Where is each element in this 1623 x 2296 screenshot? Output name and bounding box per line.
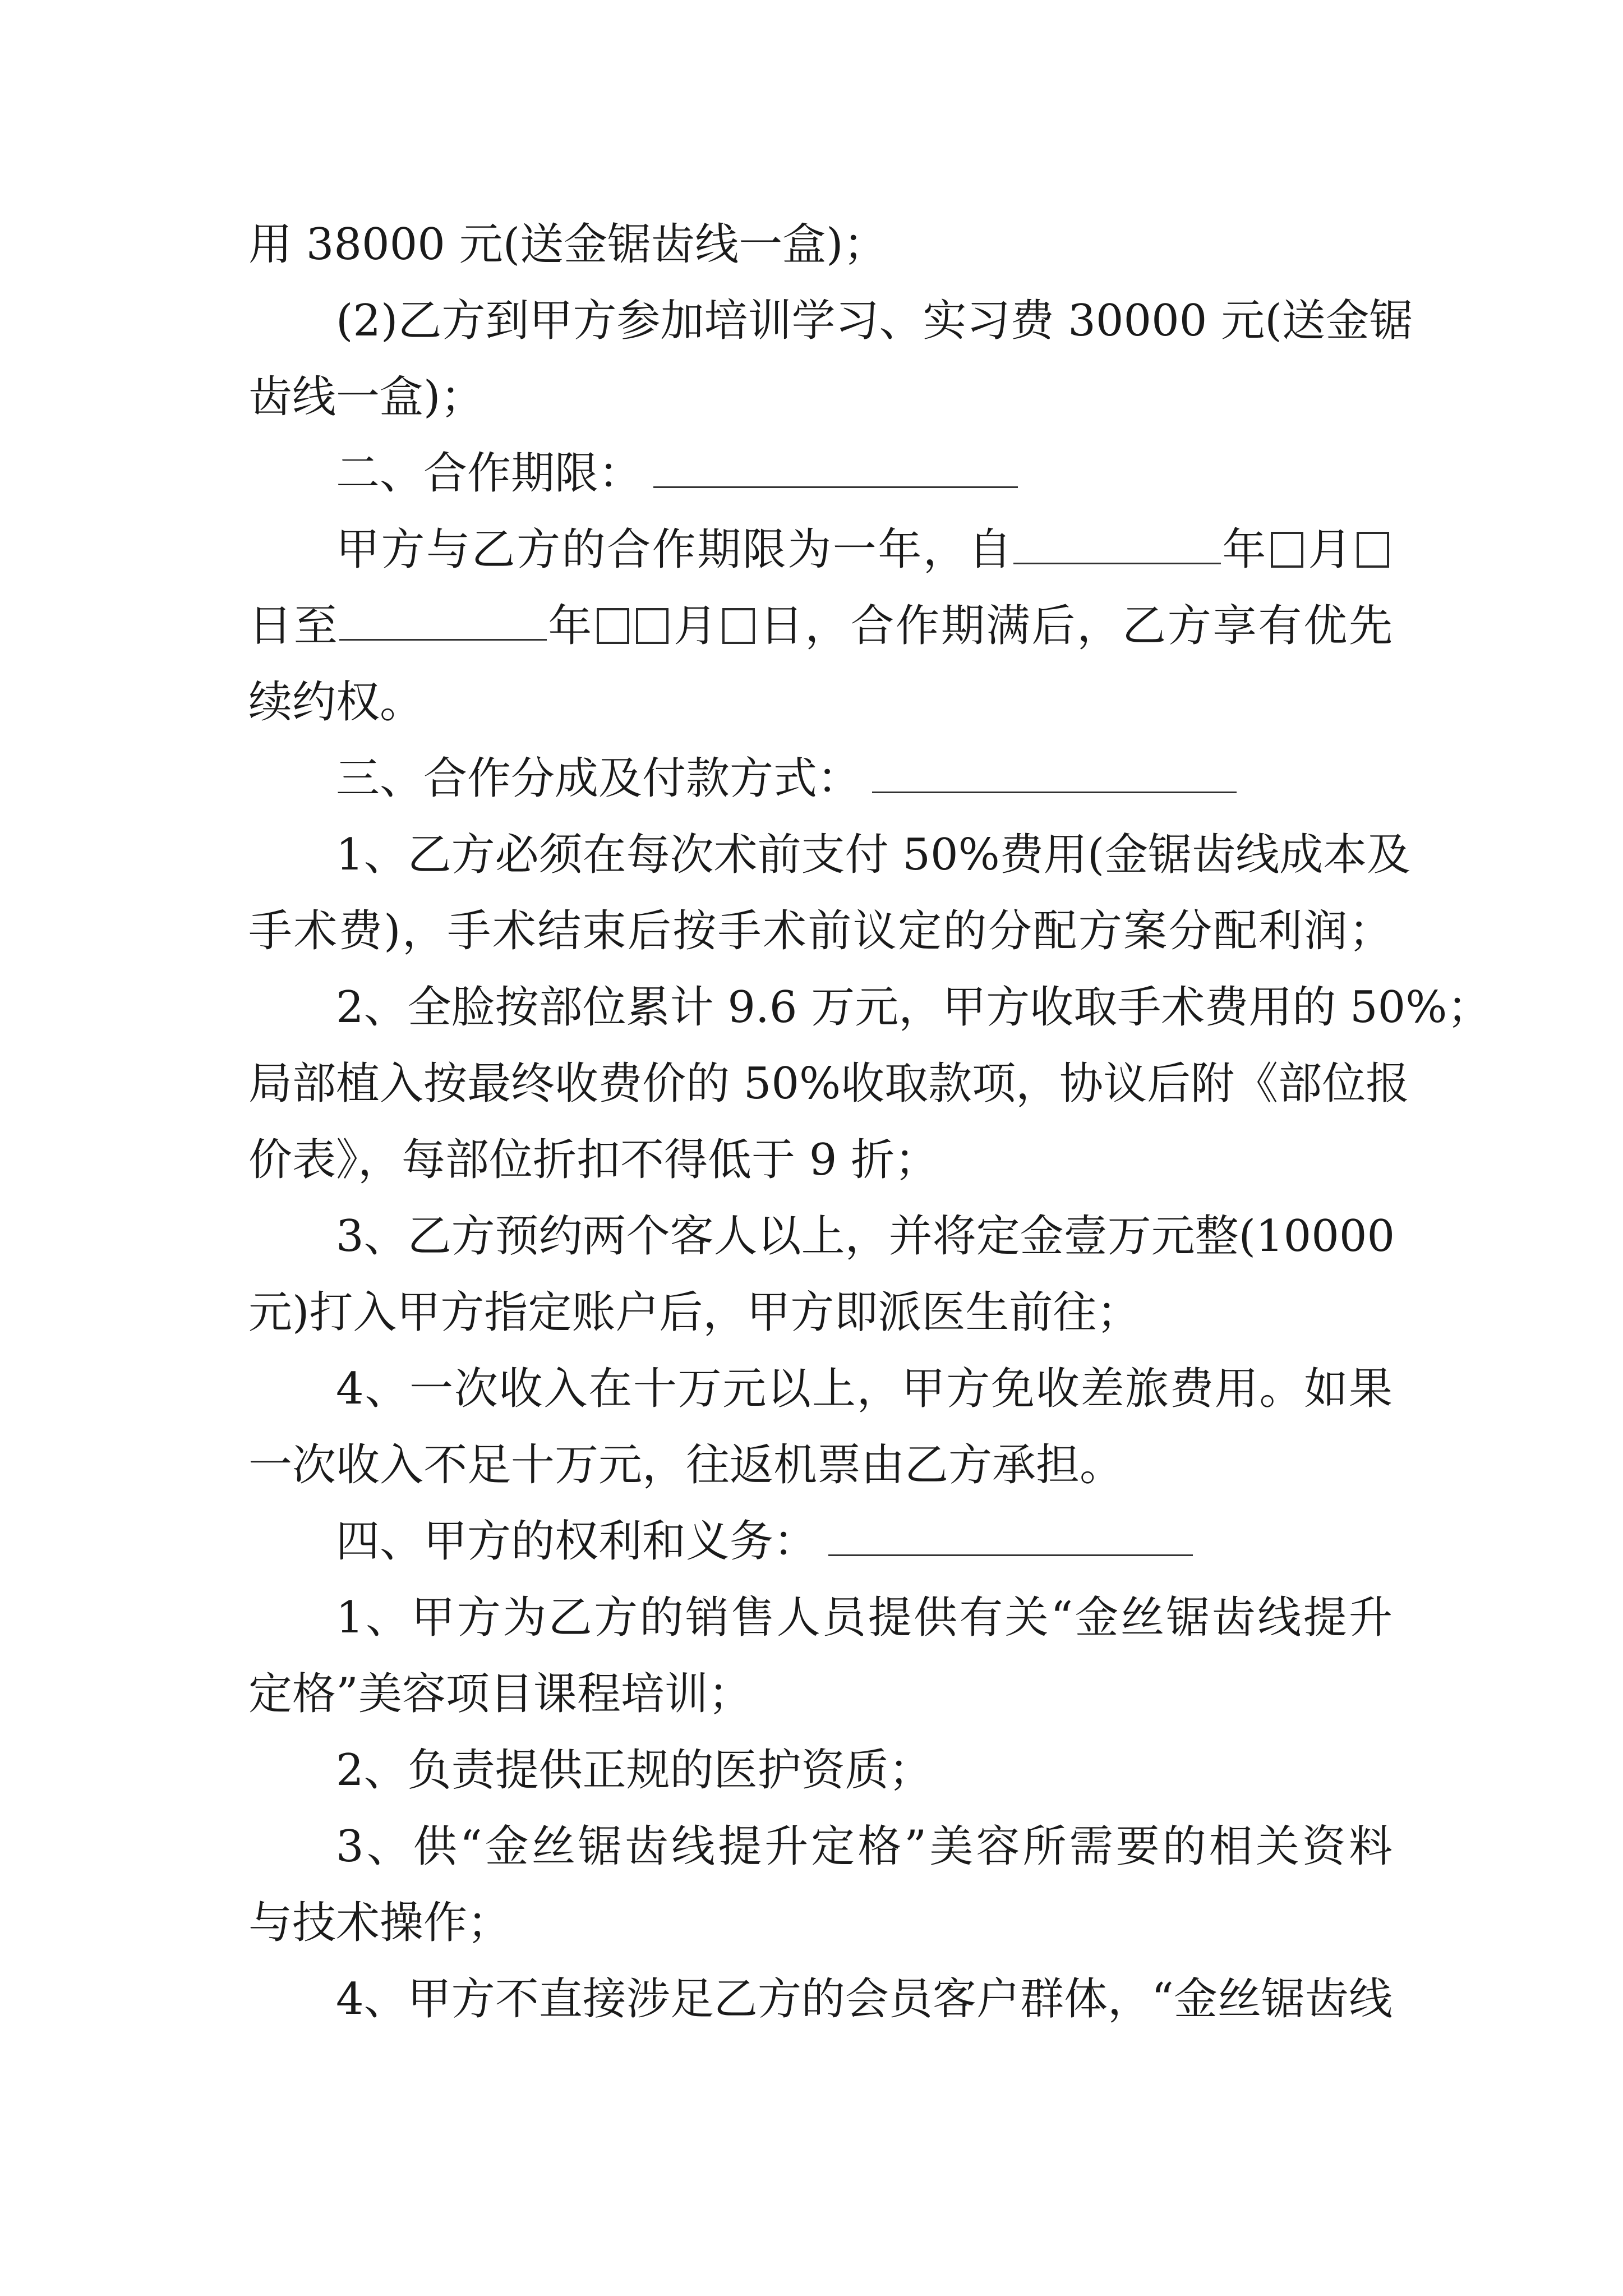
checkbox-square-icon: [722, 608, 755, 644]
checkbox-square-icon: [1357, 532, 1389, 568]
checkbox-square-icon: [1271, 532, 1303, 568]
text-line: 价表》，每部位折扣不得低于 9 折；: [248, 1135, 939, 1185]
text-line: 1、甲方为乙方的销售人员提供有关“金丝锯齿线提升: [336, 1593, 1393, 1643]
section-heading-term: [248, 435, 1393, 512]
section-heading-label: 二、合作期限：: [336, 448, 643, 499]
text-line: 3、供“金丝锯齿线提升定格”美容所需要的相关资料: [336, 1821, 1393, 1872]
text-line: 2、全脸按部位累计 9.6 万元，甲方收取手术费用的 50%；: [336, 982, 1491, 1033]
blank-underline: [872, 752, 1237, 793]
text-segment: 月: [1306, 524, 1353, 575]
section-heading-payment: [248, 740, 1393, 817]
text-segment: 年: [546, 601, 594, 651]
blank-underline: [653, 447, 1018, 488]
checkbox-square-icon: [636, 608, 668, 644]
section-heading-label: 四、甲方的权利和义务：: [336, 1516, 818, 1567]
text-line: 1、乙方必须在每次术前支付 50%费用(金锯齿线成本及: [336, 830, 1411, 880]
text-line: 续约权。: [248, 677, 424, 728]
text-line: 手术费)，手术结束后按手术前议定的分配方案分配利润；: [248, 906, 1393, 956]
text-line: 4、一次收入在十万元以上，甲方免收差旅费用。如果: [336, 1364, 1393, 1414]
section-heading-label: 三、合作分成及付款方式：: [336, 753, 861, 804]
text-line: (2)乙方到甲方参加培训学习、实习费 30000 元(送金锯: [336, 296, 1413, 346]
checkbox-square-icon: [597, 608, 629, 644]
blank-underline: [828, 1515, 1193, 1556]
text-line: 局部植入按最终收费价的 50%收取款项，协议后附《部位报: [248, 1059, 1410, 1109]
text-segment: 甲方与乙方的合作期限为一年，自: [336, 524, 1013, 575]
contract-body: [248, 206, 1491, 2037]
text-line: 用 38000 元(送金锯齿线一盒)；: [248, 219, 887, 270]
text-line: [248, 588, 1393, 664]
blank-underline: [339, 600, 547, 641]
text-line: [248, 512, 1393, 588]
blank-underline: [1013, 523, 1221, 564]
text-line: 定格”美容项目课程培训；: [248, 1669, 752, 1719]
text-line: 2、负责提供正规的医护资质；: [336, 1745, 933, 1796]
text-segment: 日至: [248, 601, 339, 651]
text-line: 3、乙方预约两个客人以上，并将定金壹万元整(10000: [336, 1211, 1395, 1262]
text-line: 4、甲方不直接涉足乙方的会员客户群体，“金丝锯齿线: [336, 1974, 1393, 2024]
text-segment: 日，合作期满后，乙方享有优先: [758, 601, 1393, 651]
text-segment: 月: [672, 601, 719, 651]
text-segment: 年: [1220, 524, 1267, 575]
section-heading-party-a: [248, 1503, 1393, 1580]
text-line: 一次收入不足十万元，往返机票由乙方承担。: [248, 1440, 1124, 1490]
text-line: 齿线一盒)；: [248, 372, 485, 422]
text-line: 与技术操作；: [248, 1898, 511, 1948]
text-line: 元)打入甲方指定账户后，甲方即派医生前往；: [248, 1287, 1141, 1338]
